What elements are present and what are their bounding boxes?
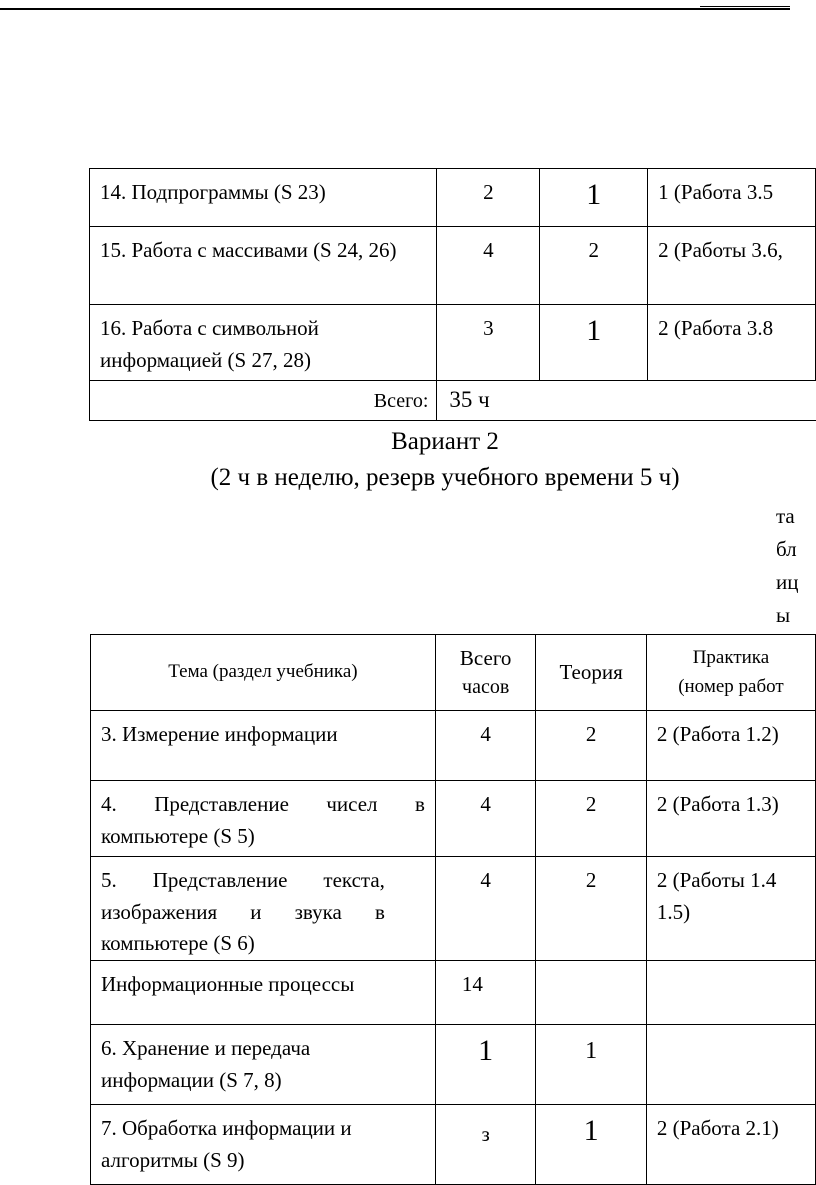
topic-cell: 15. Работа с массивами (S 24, 26)	[90, 227, 437, 305]
top-rule	[0, 8, 790, 10]
variant-title: Вариант 2	[391, 428, 499, 455]
top-rule-accent	[700, 6, 790, 7]
table-row	[91, 1105, 816, 1185]
section-topic-cell: Информационные процессы	[91, 961, 436, 1025]
topic-cell: 7. Обработка информации и алгоритмы (S 9)	[91, 1105, 436, 1185]
header-practice-line2: (номер работ	[678, 675, 784, 697]
header-practice-line1: Практика	[692, 647, 770, 668]
table-row	[90, 227, 816, 305]
topic-cell: 16. Работа с символьной информацией (S 27, 28)	[90, 305, 437, 381]
topic-cell: 14. Подпрограммы (S 23)	[90, 169, 437, 227]
theory-cell: 1	[540, 169, 648, 227]
total-hours-cell: 2	[437, 169, 540, 227]
theory-cell: 1	[536, 1105, 646, 1185]
practice-cell: 2 (Работы 1.4 1.5)	[646, 857, 815, 961]
practice-cell	[646, 961, 815, 1025]
side-word-part: бл	[776, 537, 797, 561]
topic-cell: 5. Представление текста, изображения и звука в компьютере (S 6)	[91, 857, 436, 961]
practice-cell: 2 (Работы 3.6,	[648, 227, 816, 305]
header-practice	[646, 635, 815, 711]
table-variant2	[90, 634, 816, 1185]
table-row	[90, 169, 816, 227]
table-row	[90, 305, 816, 381]
table-total-row	[90, 381, 816, 421]
practice-cell: 2 (Работа 2.1)	[646, 1105, 815, 1185]
table-variant1-continuation	[89, 168, 816, 421]
theory-cell: 2	[540, 227, 648, 305]
practice-cell: 2 (Работа 1.3)	[646, 781, 815, 857]
table-row	[91, 857, 816, 961]
variant-subtitle: (2 ч в неделю, резерв учебного времени 5 ч)	[210, 464, 680, 491]
topic-cell: 6. Хранение и передача информации (S 7, 8)	[91, 1025, 436, 1105]
total-value: 35 ч	[437, 381, 816, 421]
table-row	[91, 1025, 816, 1105]
topic-cell: 4. Представление чисел в компьютере (S 5)	[91, 781, 436, 857]
total-hours-cell: 4	[435, 711, 536, 781]
header-topic: Тема (раздел учебника)	[91, 635, 436, 711]
total-hours-cell: 4	[435, 781, 536, 857]
theory-cell: 2	[536, 711, 646, 781]
practice-cell: 1 (Работа 3.5	[648, 169, 816, 227]
header-total-line2: часов	[462, 676, 510, 699]
theory-cell: 2	[536, 781, 646, 857]
header-total-hours	[435, 635, 536, 711]
practice-cell: 2 (Работа 3.8	[648, 305, 816, 381]
header-total-line1: Всего	[459, 645, 512, 670]
total-hours-cell: з	[435, 1105, 536, 1185]
total-hours-cell: 3	[437, 305, 540, 381]
total-hours-cell: 4	[437, 227, 540, 305]
table-row	[91, 781, 816, 857]
total-label: Всего:	[90, 381, 437, 421]
total-hours-cell: 4	[435, 857, 536, 961]
theory-cell: 1	[540, 305, 648, 381]
header-theory: Теория	[536, 635, 646, 711]
theory-cell	[536, 961, 646, 1025]
theory-cell: 1	[536, 1025, 646, 1105]
side-word-part: ы	[776, 603, 791, 627]
side-word-fragment	[776, 500, 816, 632]
table-section-row	[91, 961, 816, 1025]
table-row	[91, 711, 816, 781]
side-word-part: иц	[776, 570, 799, 594]
section-total-cell: 14	[435, 961, 536, 1025]
practice-cell	[646, 1025, 815, 1105]
side-word-part: та	[776, 504, 795, 528]
table-header-row	[91, 635, 816, 711]
topic-cell: 3. Измерение информации	[91, 711, 436, 781]
theory-cell: 2	[536, 857, 646, 961]
practice-cell: 2 (Работа 1.2)	[646, 711, 815, 781]
total-hours-cell: 1	[435, 1025, 536, 1105]
